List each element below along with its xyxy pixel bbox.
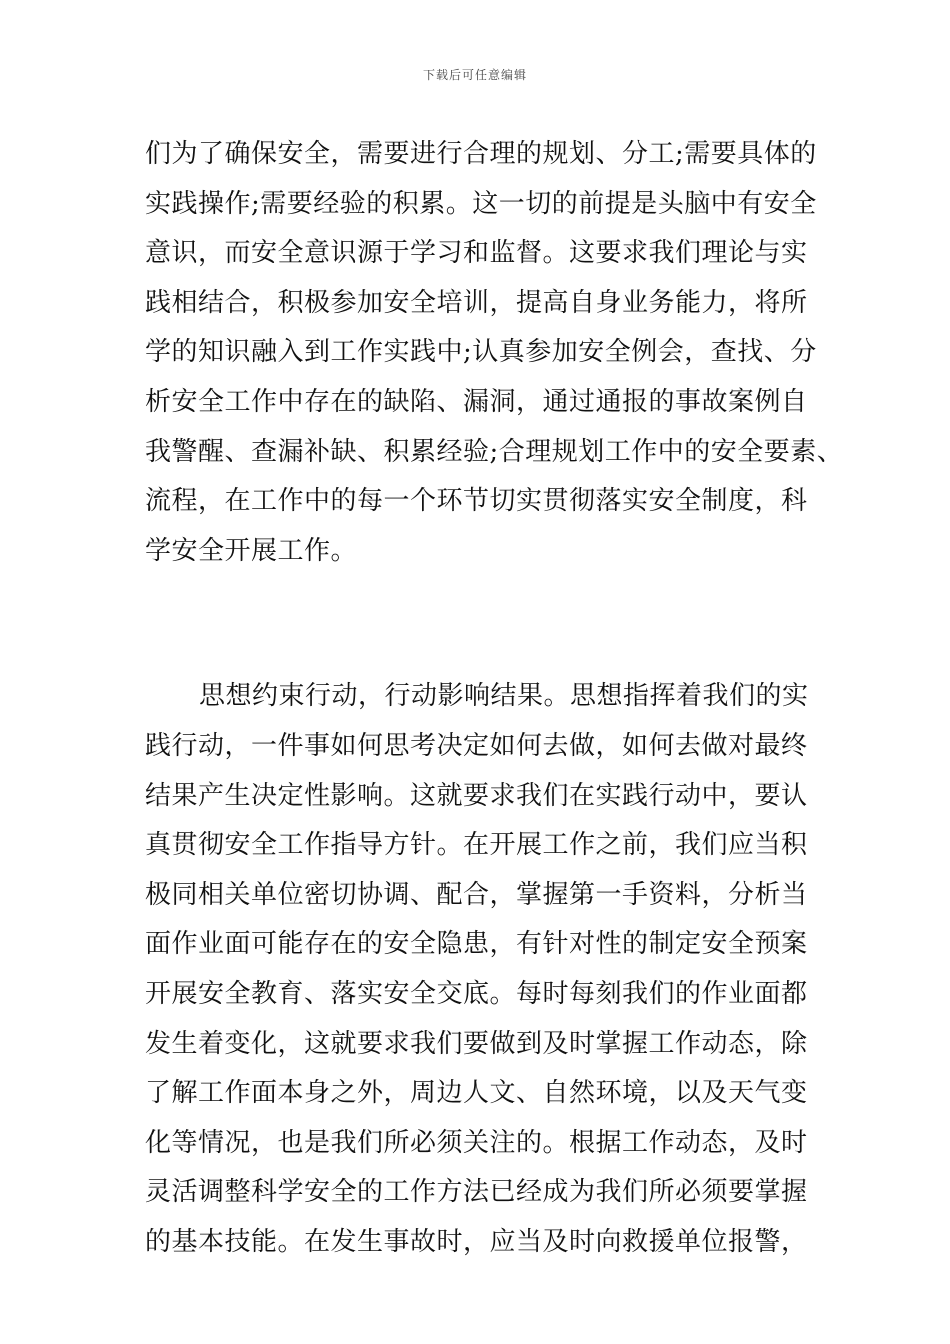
document-body bbox=[145, 130, 844, 1267]
text-line: 们为了确保安全，需要进行合理的规划、分工;需要具体的 bbox=[145, 139, 817, 169]
text-line: 实践操作;需要经验的积累。这一切的前提是头脑中有安全 bbox=[145, 188, 817, 219]
text-line: 化等情况，也是我们所必须关注的。根据工作动态，及时 bbox=[145, 1127, 808, 1158]
page-header: 下载后可任意编辑 bbox=[422, 68, 527, 82]
paragraph-2 bbox=[145, 672, 825, 1267]
text-line-first: 思想约束行动，行动影响结果。思想指挥着我们的实 bbox=[199, 681, 809, 712]
text-line: 发生着变化，这就要求我们要做到及时掌握工作动态，除 bbox=[145, 1028, 808, 1059]
text-line: 学安全开展工作。 bbox=[145, 535, 358, 566]
text-line: 析安全工作中存在的缺陷、漏洞，通过通报的事故案例自 bbox=[145, 386, 808, 417]
text-line: 意识，而安全意识源于学习和监督。这要求我们理论与实 bbox=[145, 238, 808, 269]
text-line: 的基本技能。在发生事故时，应当及时向救援单位报警， bbox=[145, 1226, 808, 1257]
text-line: 真贯彻安全工作指导方针。在开展工作之前，我们应当积 bbox=[145, 830, 808, 861]
text-line: 学的知识融入到工作实践中;认真参加安全例会，查找、分 bbox=[145, 337, 817, 368]
text-line: 开展安全教育、落实安全交底。每时每刻我们的作业面都 bbox=[145, 978, 808, 1009]
text-line: 面作业面可能存在的安全隐患，有针对性的制定安全预案 bbox=[145, 929, 808, 960]
text-line: 灵活调整科学安全的工作方法已经成为我们所必须要掌握 bbox=[145, 1177, 808, 1208]
text-line: 结果产生决定性影响。这就要求我们在实践行动中，要认 bbox=[145, 780, 808, 811]
text-line: 了解工作面本身之外，周边人文、自然环境，以及天气变 bbox=[145, 1078, 808, 1109]
paragraph-spacer bbox=[145, 576, 825, 672]
text-line: 我警醒、查漏补缺、积累经验;合理规划工作中的安全要素、 bbox=[145, 436, 844, 467]
text-line: 流程，在工作中的每一个环节切实贯彻落实安全制度，科 bbox=[145, 486, 808, 517]
text-line: 极同相关单位密切协调、配合，掌握第一手资料，分析当 bbox=[145, 879, 808, 910]
text-line: 践行动，一件事如何思考决定如何去做，如何去做对最终 bbox=[145, 730, 808, 761]
paragraph-1 bbox=[145, 130, 844, 576]
text-line: 践相结合，积极参加安全培训，提高自身业务能力，将所 bbox=[145, 287, 808, 318]
